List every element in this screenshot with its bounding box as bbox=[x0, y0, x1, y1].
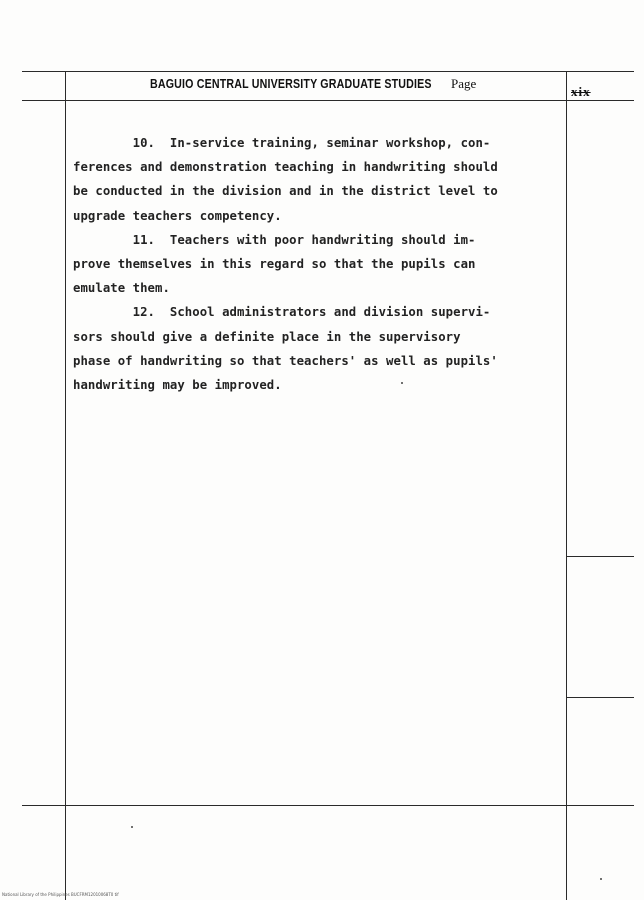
text-line: 12. School administrators and division supervi- bbox=[73, 305, 491, 320]
header-bottom-rule bbox=[22, 100, 634, 101]
bottom-rule bbox=[22, 805, 634, 806]
right-column-rule-1 bbox=[566, 556, 634, 557]
scan-speck bbox=[401, 382, 403, 384]
header-page-label: Page bbox=[451, 76, 477, 91]
header-title: BAGUIO CENTRAL UNIVERSITY GRADUATE STUDIES bbox=[150, 76, 432, 91]
scan-speck bbox=[131, 826, 133, 828]
text-line: 11. Teachers with poor handwriting should im- bbox=[73, 232, 476, 247]
text-line: ferences and demonstration teaching in handwriting should bbox=[73, 160, 498, 175]
scan-speck bbox=[600, 878, 602, 880]
left-margin-rule bbox=[65, 71, 66, 900]
right-column-rule-2 bbox=[566, 697, 634, 698]
text-line: prove themselves in this regard so that the pupils can bbox=[73, 256, 476, 271]
text-line: upgrade teachers competency. bbox=[73, 208, 282, 223]
text-line: emulate them. bbox=[73, 281, 170, 296]
page-number: xix bbox=[571, 84, 591, 99]
header-top-rule bbox=[22, 71, 634, 72]
text-line: handwriting may be improved. bbox=[73, 377, 282, 392]
text-line: sors should give a definite place in the supervisory bbox=[73, 329, 461, 344]
text-line: phase of handwriting so that teachers' as well as pupils' bbox=[73, 353, 498, 368]
right-margin-rule bbox=[566, 71, 567, 900]
text-line: be conducted in the division and in the district level to bbox=[73, 184, 498, 199]
footer-note: National Library of the Philippines BUCFRM12010068T0 tif bbox=[2, 892, 119, 897]
text-line: 10. In-service training, seminar workshop, con- bbox=[73, 136, 491, 150]
body-text bbox=[73, 131, 563, 397]
